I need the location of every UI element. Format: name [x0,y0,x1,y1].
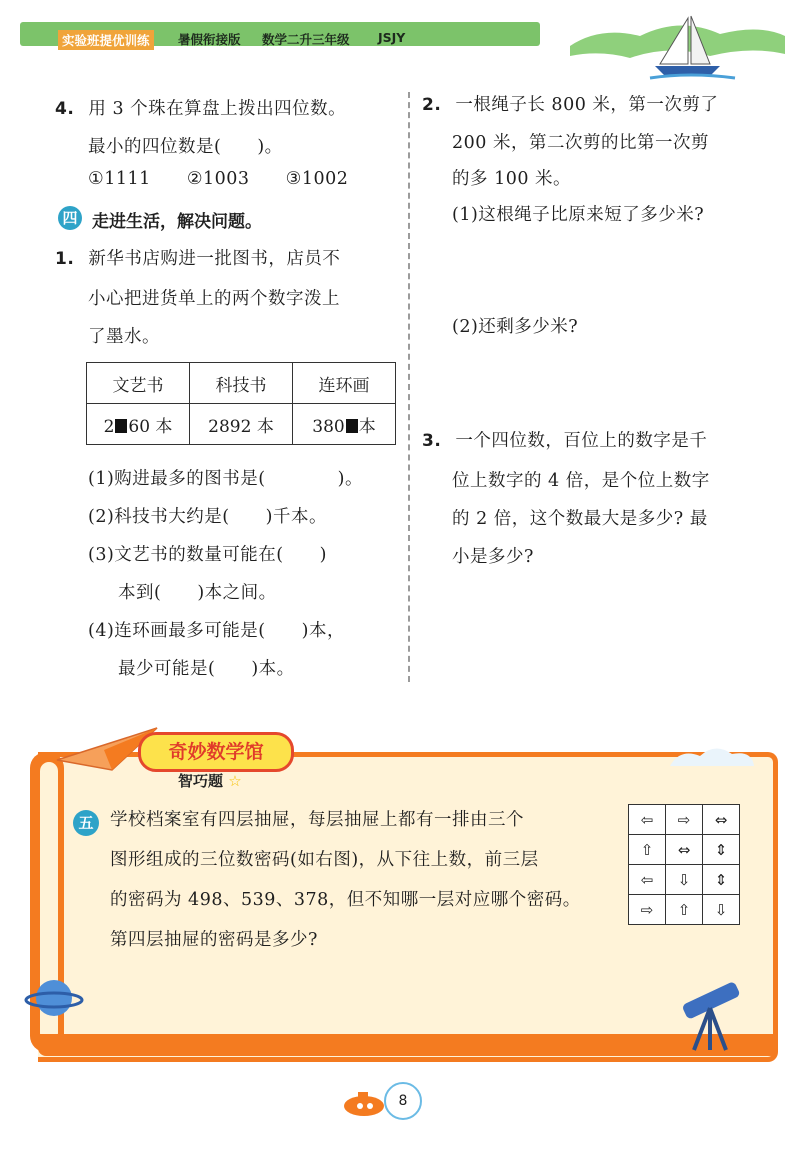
section-4-title: 走进生活，解决问题。 [92,212,262,232]
option-3: ③1002 [285,169,349,189]
arrow-left-icon: ⇦ [629,865,666,895]
header-brand: 实验班提优训练 [58,30,154,50]
arrow-down-icon: ⇩ [666,865,703,895]
table-header-science: 科技书 [190,363,293,404]
question-3-number: 3. [422,431,442,451]
puzzle-line4: 第四层抽屉的密码是多少? [110,930,318,950]
code-row [629,835,740,865]
sub-question-3a: (3)文艺书的数量可能在( ) [88,545,327,565]
question-2-line1: 一根绳子长 800 米，第一次剪了 [455,95,719,115]
arrow-up-down-icon: ⇕ [703,835,740,865]
table-cell-science: 2892 本 [190,404,293,445]
star-icon: ☆ [228,772,242,790]
question-3-line2: 位上数字的 4 倍，是个位上数字 [452,471,710,491]
puzzle-line3: 的密码为 498、539、378，但不知哪一层对应哪个密码。 [110,890,581,910]
scroll-bottom-band [38,1034,778,1056]
question-2-line2: 200 米，第二次剪的比第一次剪 [452,133,709,153]
question-4-line2: 最小的四位数是( )。 [88,137,283,157]
question-4-options [88,160,348,198]
question-2-sub2: (2)还剩多少米? [452,317,579,337]
code-row [629,895,740,925]
table-header-literature: 文艺书 [87,363,190,404]
code-row [629,865,740,895]
column-divider [408,92,410,682]
sub-question-3b: 本到( )本之间。 [118,583,277,603]
sub-question-2: (2)科技书大约是( )千本。 [88,507,327,527]
section-5-badge: 五 [73,810,99,836]
question-3-line3: 的 2 倍，这个数最大是多少? 最 [452,509,708,529]
option-2: ②1003 [186,169,250,189]
arrow-up-icon: ⇧ [629,835,666,865]
banner-title: 奇妙数学馆 [138,732,294,772]
header-series: 暑假衔接版 [178,32,241,47]
question-1-number: 1. [55,249,75,269]
table-header-comics: 连环画 [293,363,396,404]
table-cell-comics: 380 本 [293,404,396,445]
arrow-down-icon: ⇩ [703,895,740,925]
page-number: 8 [384,1082,422,1120]
sub-question-4a: (4)连环画最多可能是( )本， [88,621,345,641]
question-2 [422,86,718,124]
cloud-icon [660,742,760,772]
table-cell-literature: 2 60 本 [87,404,190,445]
submarine-icon [340,1086,386,1120]
section-4-badge: 四 [58,206,82,230]
question-3 [422,422,707,460]
question-2-line3: 的多 100 米。 [452,169,572,189]
question-4-number: 4. [55,99,75,119]
sailboat-icon [560,6,790,86]
sub-question-4b: 最少可能是( )本。 [118,659,295,679]
arrow-right-icon: ⇨ [666,805,703,835]
question-1-line3: 了墨水。 [88,327,160,347]
question-2-number: 2. [422,95,442,115]
arrow-right-icon: ⇨ [629,895,666,925]
planet-icon [24,966,84,1026]
telescope-icon [672,974,752,1054]
puzzle-line2: 图形组成的三位数密码(如右图)，从下往上数，前三层 [110,850,539,870]
banner-subtitle [178,770,242,791]
code-grid [628,804,740,925]
puzzle-line1: 学校档案室有四层抽屉，每层抽屉上都有一排由三个 [110,810,524,830]
arrow-left-right-icon: ⇔ [703,805,740,835]
book-table [86,362,396,445]
sub-question-1: (1)购进最多的图书是( )。 [88,469,363,489]
arrow-left-right-icon: ⇔ [666,835,703,865]
arrow-up-down-icon: ⇕ [703,865,740,895]
question-3-line4: 小是多少? [452,547,534,567]
code-row [629,805,740,835]
banner-subtitle-text: 智巧题 [178,772,224,790]
ink-blot [115,419,127,433]
question-4-line1: 用 3 个珠在算盘上拨出四位数。 [88,99,347,119]
question-1-line2: 小心把进货单上的两个数字泼上 [88,289,340,309]
question-1-line1: 新华书店购进一批图书，店员不 [88,249,341,269]
ink-blot [346,419,358,433]
puzzle-text [110,800,620,960]
header-edition: JSJY [378,30,406,45]
question-1 [55,240,340,278]
question-3-line1: 一个四位数，百位上的数字是千 [455,431,708,451]
option-1: ①1111 [88,169,151,189]
question-4 [55,90,346,128]
arrow-up-icon: ⇧ [666,895,703,925]
arrow-left-icon: ⇦ [629,805,666,835]
header-subject: 数学二升三年级 [262,32,350,47]
question-2-sub1: (1)这根绳子比原来短了多少米? [452,205,705,225]
